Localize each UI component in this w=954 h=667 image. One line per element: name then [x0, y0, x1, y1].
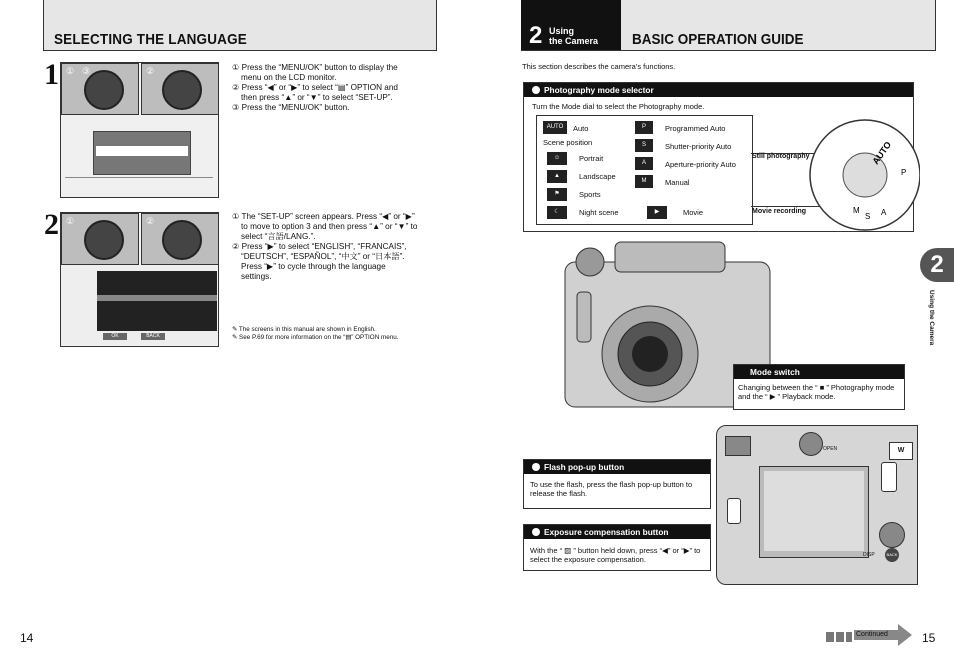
- mode-switch-heading: Mode switch: [734, 365, 904, 379]
- svg-text:A: A: [881, 208, 887, 217]
- zoom-w-button: W: [889, 442, 913, 460]
- continued-block: [846, 632, 852, 642]
- circle-1: ①: [66, 66, 75, 76]
- circle-2: ②: [146, 216, 155, 226]
- exposure-heading: [524, 525, 710, 539]
- open-label: OPEN: [823, 446, 838, 452]
- movie-icon: ▶: [647, 206, 667, 219]
- a-mode-icon: A: [635, 157, 653, 170]
- movie-recording-label: Movie recording: [752, 208, 807, 215]
- circle-2: ②: [146, 66, 155, 76]
- mode-heading-text: Photography mode selector: [544, 85, 654, 95]
- mode-desc: Turn the Mode dial to select the Photography mode.: [532, 102, 705, 111]
- svg-text:S: S: [865, 212, 871, 221]
- disp-label: DISP: [863, 552, 875, 558]
- step-2-instructions: [232, 212, 436, 282]
- svg-text:AUTO: AUTO: [870, 139, 894, 167]
- step-2-line: settings.: [241, 272, 272, 281]
- landscape-icon: ▲: [547, 170, 567, 183]
- svg-text:M: M: [853, 206, 860, 215]
- step-2-illustration: [60, 212, 219, 347]
- setup-menu-panel: [97, 271, 217, 331]
- step-1-line: ① Press the “MENU/OK” button to display the: [232, 63, 398, 72]
- svg-text:P: P: [901, 168, 907, 177]
- section-label: Using the Camera: [549, 26, 599, 46]
- still-photography-label: Still photography: [752, 153, 810, 160]
- lang-row-highlight: [97, 295, 217, 301]
- portrait-icon: ☺: [547, 152, 567, 165]
- step-2-line: ② Press “▶” to select “ENGLISH”, “FRANCAIS”,: [232, 242, 407, 251]
- section-number: 2: [529, 22, 543, 49]
- lcd-setup-screen: [61, 265, 217, 345]
- camera-back-image-2: [141, 63, 219, 115]
- step-1-line: menu on the LCD monitor.: [241, 73, 337, 82]
- camera-back-image-1: [61, 63, 139, 115]
- night-scene-icon: ☾: [547, 206, 567, 219]
- option-menu-box: [93, 131, 191, 175]
- m-mode-icon: M: [635, 175, 653, 188]
- mode-switch-text: Changing between the “ ■ ” Photography mode and the “ ▶ ” Playback mode.: [738, 383, 895, 401]
- notes: [232, 326, 437, 342]
- circle-3: ③: [82, 66, 91, 76]
- note-icon: ✎: [232, 334, 240, 341]
- note-icon: ✎: [232, 326, 239, 333]
- section-tab: [521, 0, 621, 50]
- note-line: [232, 326, 437, 334]
- step-2-line: ① The “SET-UP” screen appears. Press “◀” or “▶”: [232, 212, 415, 221]
- exposure-text: With the “ ▨ ” button held down, press “◀” or “▶” to select the exposure compensation.: [530, 546, 701, 564]
- left-page-title: SELECTING THE LANGUAGE: [54, 31, 247, 48]
- continued-label: Continued: [856, 631, 888, 638]
- back-button-graphic: BACK: [885, 548, 899, 562]
- exposure-button-graphic: [727, 498, 741, 524]
- step-1-illustration: [60, 62, 219, 198]
- continued-block: [836, 632, 844, 642]
- flash-popup-heading: [524, 460, 710, 474]
- flash-heading-text: Flash pop-up button: [544, 462, 625, 472]
- continued-block: [826, 632, 834, 642]
- viewfinder: [725, 436, 751, 456]
- exposure-heading-text: Exposure compensation button: [544, 527, 669, 537]
- mode-list: [536, 115, 753, 225]
- ok-button-icon: OK: [103, 333, 127, 340]
- sports-label: Sports: [579, 190, 601, 199]
- arrow-dial: [162, 220, 202, 260]
- left-header: [43, 0, 437, 51]
- note-text: See P.69 for more information on the “▤” OPTION menu.: [239, 334, 399, 341]
- portrait-label: Portrait: [579, 154, 604, 163]
- camera-back-illustration: [716, 425, 918, 585]
- flash-popup-button-graphic: [799, 432, 823, 456]
- bullet-icon: [532, 86, 540, 94]
- movie-label: Movie: [683, 208, 704, 217]
- step-2-line: Press “▶” to cycle through the language: [241, 262, 386, 271]
- flash-popup-box: [523, 459, 711, 509]
- intro-text: This section describes the camera’s functions.: [522, 62, 676, 71]
- camera-back-image-3: [61, 213, 139, 265]
- aperture-priority-label: Aperture-priority Auto: [665, 160, 736, 169]
- side-section-tab: 2: [920, 248, 954, 282]
- mode-switch-graphic: [881, 462, 897, 492]
- auto-mode-icon: AUTO: [543, 121, 567, 134]
- right-page-title: BASIC OPERATION GUIDE: [632, 31, 804, 48]
- camera-back-image-4: [141, 213, 219, 265]
- setup-highlight: [96, 146, 188, 156]
- note-line: [232, 334, 437, 342]
- four-way-pad: [879, 522, 905, 548]
- step-2-line: to move to option 3 and then press “▲” or “▼” to: [241, 222, 418, 231]
- step-1-line: ② Press “◀” or “▶” to select “▤” OPTION and: [232, 83, 398, 92]
- note-text: The screens in this manual are shown in English.: [238, 326, 376, 333]
- step-1-line: then press “▲” or “▼” to select “SET-UP”.: [241, 93, 393, 102]
- mode-selector-heading: [524, 83, 913, 97]
- arrow-dial: [84, 220, 124, 260]
- auto-label: Auto: [573, 124, 589, 133]
- step-2-line: “DEUTSCH”, “ESPAÑOL”, “中文” or “日本語”.: [241, 252, 405, 261]
- scene-position-label: Scene position: [543, 138, 593, 147]
- screen-status-bar: [65, 177, 213, 192]
- back-button-icon: BACK: [141, 333, 165, 340]
- s-mode-icon: S: [635, 139, 653, 152]
- step-1-line: ③ Press the “MENU/OK” button.: [232, 103, 350, 112]
- step-1-instructions: [232, 63, 436, 113]
- night-scene-label: Night scene: [579, 208, 619, 217]
- manual-label: Manual: [665, 178, 690, 187]
- landscape-label: Landscape: [579, 172, 616, 181]
- bullet-icon: [532, 528, 540, 536]
- mode-dial-illustration: [805, 115, 920, 235]
- sports-icon: ⚑: [547, 188, 567, 201]
- step-2-number: 2: [44, 208, 59, 241]
- step-1-number: 1: [44, 58, 59, 91]
- shutter-priority-label: Shutter-priority Auto: [665, 142, 732, 151]
- programmed-auto-label: Programmed Auto: [665, 124, 726, 133]
- right-page-number: 15: [922, 631, 936, 645]
- lcd-screen: [764, 471, 864, 551]
- lcd-monitor: [759, 466, 869, 558]
- side-section-label: Using the Camera: [928, 290, 935, 346]
- arrow-dial: [162, 70, 202, 110]
- circle-1: ①: [66, 216, 75, 226]
- bullet-icon: [532, 463, 540, 471]
- p-mode-icon: P: [635, 121, 653, 134]
- exposure-box: [523, 524, 711, 571]
- lcd-menu-screen: [61, 115, 217, 197]
- step-2-line: select “言語/LANG.”.: [241, 232, 316, 241]
- left-page-number: 14: [20, 631, 34, 645]
- flash-popup-text: To use the flash, press the flash pop-up button to release the flash.: [530, 480, 693, 498]
- mode-switch-box: [733, 364, 905, 410]
